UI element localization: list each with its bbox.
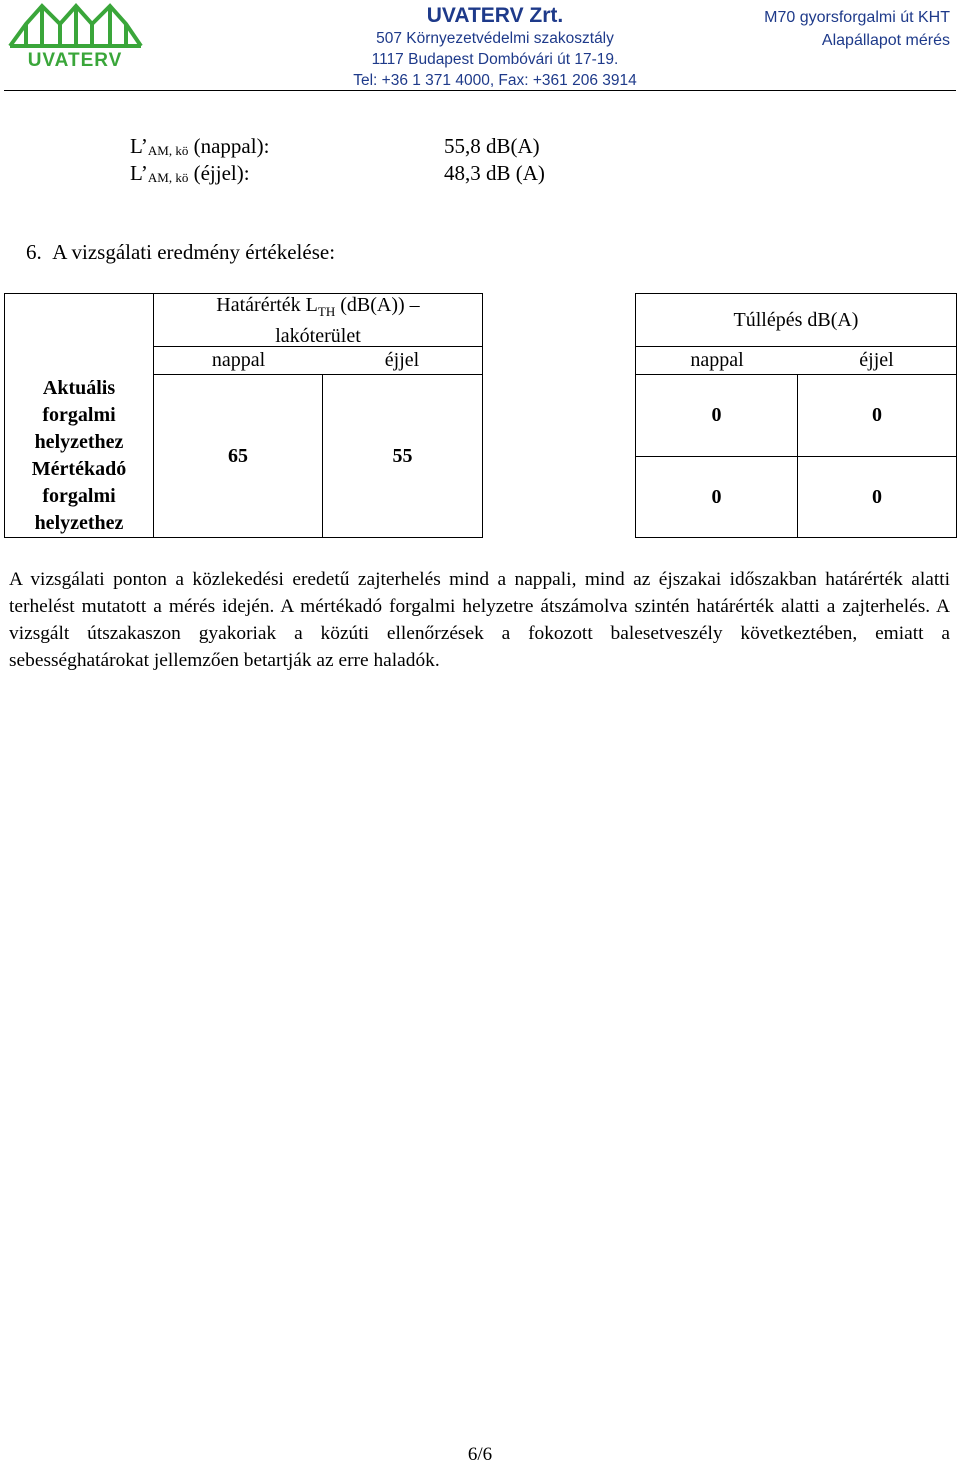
- level-label-night: $L’_{AM, kö}$ (éjjel):: [130, 161, 250, 185]
- exceed-col-day: nappal: [635, 346, 798, 375]
- level-label-day: $L’_{AM, kö}$ (nappal):: [130, 134, 270, 158]
- limit-value-night: 55: [322, 374, 483, 538]
- limit-value-day: 65: [153, 374, 323, 538]
- page-number: 6/6: [467, 1444, 493, 1465]
- section-title: 6. A vizsgálati eredmény értékelése:: [26, 240, 336, 264]
- evaluation-paragraph: A vizsgálati ponton a közlekedési eredetű zajterhelés mind a nappali, mind az éjszakai időszakban határérték alatti terhelést mutatott a mérés idején. A mértékadó forgalmi helyzetre átszámolva szintén határérték alatti a zajterhelés. A vizsgált útszakaszon gyakoriak a közúti ellenőrzések a fokozott balesetveszély következtében, emiatt a sebességhatárokat jellemzően betartják az erre haladók.: [9, 569, 950, 671]
- contact: Tel: +36 1 371 4000, Fax: +361 206 3914: [353, 72, 637, 89]
- header-project-block: [764, 6, 950, 52]
- exceed-header: Túllépés dB(A): [635, 293, 957, 347]
- exceed-design-day: 0: [635, 456, 798, 538]
- project-subject: Alapállapot mérés: [821, 32, 950, 49]
- row-label-design: Mértékadó forgalmi helyzethez: [31, 457, 127, 534]
- table-corner-cell: [4, 293, 154, 375]
- header-company-block: [330, 4, 660, 91]
- level-value-day: 55,8 dB(A): [444, 134, 540, 158]
- level-value-night: 48,3 dB (A): [444, 161, 545, 185]
- limit-header: Határérték $L_{TH}$ (dB(A)) – lakóterület: [153, 293, 483, 347]
- exceed-current-day: 0: [635, 374, 798, 457]
- table-row-labels: [4, 374, 154, 538]
- address: 1117 Budapest Dombóvári út 17-19.: [371, 51, 619, 68]
- exceed-design-night: 0: [797, 456, 957, 538]
- limit-col-night: éjjel: [322, 346, 483, 375]
- svg-text:UVATERV: UVATERV: [27, 50, 123, 70]
- project-name: M70 gyorsforgalmi út KHT: [764, 9, 950, 26]
- uvaterv-logo: [8, 2, 143, 70]
- exceed-current-night: 0: [797, 374, 957, 457]
- limit-col-day: nappal: [153, 346, 323, 375]
- department: 507 Környezetvédelmi szakosztály: [376, 30, 614, 47]
- header-divider: [4, 90, 956, 91]
- exceed-col-night: éjjel: [797, 346, 957, 375]
- company-name: UVATERV Zrt.: [426, 4, 564, 27]
- row-label-current: Aktuális forgalmi helyzethez: [34, 376, 124, 453]
